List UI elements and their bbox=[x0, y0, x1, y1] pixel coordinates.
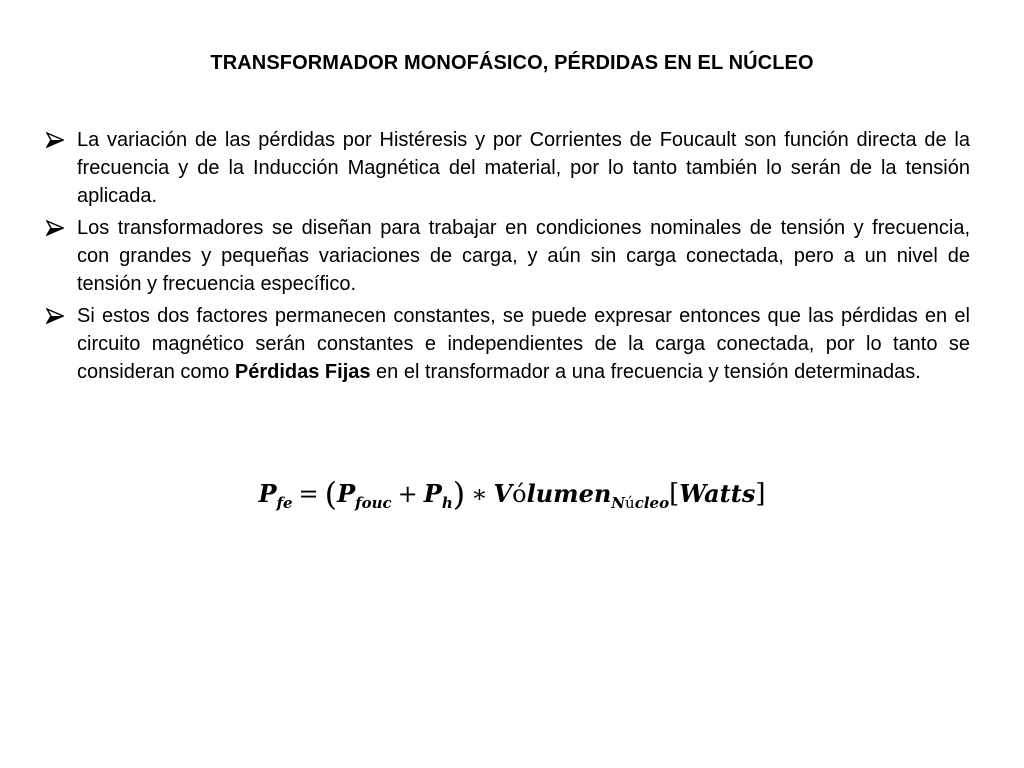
bullet-item-1 bbox=[46, 126, 970, 210]
formula-times: ∗ bbox=[471, 480, 488, 508]
arrow-bullet-icon bbox=[46, 220, 64, 236]
arrow-bullet-icon bbox=[46, 308, 64, 324]
bullet-text-1: La variación de las pérdidas por Histéresis y por Corrientes de Foucault son función directa de la frecuencia y de la Inducción Magnética del material, por lo tanto también lo serán de la tensión aplicada. bbox=[77, 129, 970, 207]
slide-title: TRANSFORMADOR MONOFÁSICO, PÉRDIDAS EN EL NÚCLEO bbox=[210, 52, 814, 74]
bullet-item-3 bbox=[46, 302, 970, 386]
formula-term1-subscript: fouc bbox=[355, 494, 392, 512]
formula-unit: Watts bbox=[679, 479, 756, 508]
core-loss-formula bbox=[0, 474, 1024, 523]
formula-plus: + bbox=[397, 480, 418, 508]
formula-lhs-symbol: P bbox=[258, 479, 277, 508]
bullet-list bbox=[46, 126, 970, 390]
formula-open-paren: ( bbox=[324, 475, 338, 513]
formula-volume-sub-rest: cleo bbox=[634, 494, 670, 512]
bullet-text-2: Los transformadores se diseñan para trabajar en condiciones nominales de tensión y frecuencia, con grandes y pequeñas variaciones de carga, y aún sin carga conectada, pero a un nivel de tensión y frecuencia específico. bbox=[77, 217, 970, 295]
formula-lhs-subscript: fe bbox=[276, 494, 293, 512]
formula-volume-o: ó bbox=[512, 480, 527, 508]
bullet-text-3-start: Si estos dos factores permanecen constantes, se puede expresar entonces que las pérdidas en el circuito magnético serán constantes e independientes de la carga conectada, por lo tanto se consideran como bbox=[77, 305, 970, 383]
formula-volume-sub-u: ú bbox=[625, 494, 635, 512]
bullet-item-2 bbox=[46, 214, 970, 298]
arrow-bullet-icon bbox=[46, 132, 64, 148]
formula-unit-close: ] bbox=[755, 479, 766, 509]
formula-equals: = bbox=[298, 480, 319, 508]
formula-term1-symbol: P bbox=[337, 479, 356, 508]
bullet-text-3-bold: Pérdidas Fijas bbox=[234, 361, 371, 383]
formula-term2-subscript: h bbox=[441, 494, 453, 512]
formula-term2-symbol: P bbox=[423, 479, 442, 508]
formula-unit-open: [ bbox=[669, 479, 680, 509]
formula-volume-v: V bbox=[493, 479, 513, 508]
formula-volume-rest: lumen bbox=[526, 479, 612, 508]
bullet-text-3-end: en el transformador a una frecuencia y tensión determinadas. bbox=[370, 361, 921, 383]
formula-volume-sub-n: N bbox=[611, 494, 626, 512]
formula-close-paren: ) bbox=[452, 475, 466, 513]
